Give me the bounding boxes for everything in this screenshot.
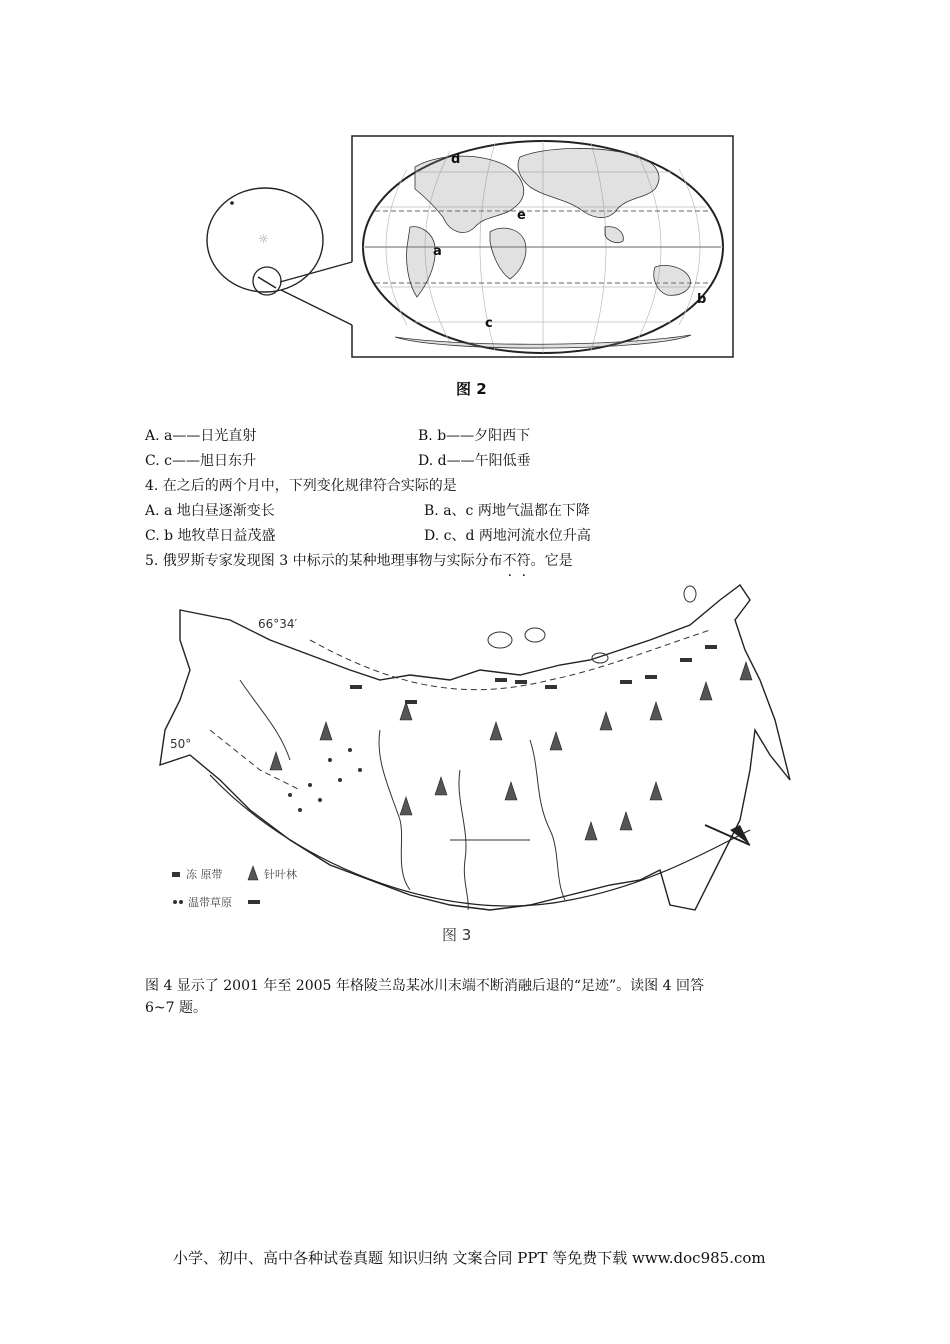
legend-tundra-label: 冻 原带	[186, 868, 223, 881]
q5-stem	[145, 551, 573, 571]
svg-text:a: a	[433, 244, 442, 259]
q4-option-d: D. c、d 两地河流水位升高	[424, 528, 591, 544]
q4-option-c: C. b 地牧草日益茂盛	[145, 528, 276, 544]
svg-text:b: b	[697, 292, 707, 307]
q3-option-b: B. b——夕阳西下	[418, 428, 531, 444]
q4-option-a: A. a 地白昼逐渐变长	[145, 503, 275, 519]
q3-option-c: C. c——旭日东升	[145, 453, 256, 469]
lat-label-top: 66°34′	[258, 617, 298, 631]
q4-stem: 4. 在之后的两个月中，下列变化规律符合实际的是	[145, 478, 457, 494]
figure-3-legend	[172, 866, 297, 909]
intro-6-7-line1: 图 4 显示了 2001 年至 2005 年格陵兰岛某冰川末端不断消融后退的“足迹”。读图 4 回答	[145, 978, 704, 994]
world-map-daylight	[355, 137, 731, 357]
svg-text:e: e	[517, 208, 526, 223]
page-footer: 小学、初中、高中各种试卷真题 知识归纳 文案合同 PPT 等免费下载 www.doc985.com	[173, 1249, 766, 1267]
q5-emphasis-2: 符	[516, 553, 531, 569]
russia-map	[150, 580, 800, 920]
q4-option-b: B. a、c 两地气温都在下降	[424, 503, 590, 519]
intro-6-7-line2: 6~7 题。	[145, 1000, 207, 1016]
q5-stem-before: 5. 俄罗斯专家发现图 3 中标示的某种地理事物与实际分布	[145, 553, 503, 569]
legend-steppe-label: 温带草原	[188, 896, 232, 909]
q3-option-d: D. d——午阳低垂	[418, 453, 531, 469]
figure-3-caption: 图 3	[442, 926, 472, 944]
figure-2-caption: 图 2	[456, 380, 487, 398]
svg-text:c: c	[485, 316, 493, 331]
q5-emphasis-1: 不	[502, 553, 517, 569]
legend-conifer-label: 针叶林	[264, 868, 297, 881]
svg-text:☼: ☼	[258, 232, 269, 246]
q3-option-a: A. a——日光直射	[145, 428, 257, 444]
q5-stem-after: 。它是	[530, 553, 573, 569]
svg-text:d: d	[451, 152, 461, 167]
lat-label-left: 50°	[170, 737, 192, 751]
